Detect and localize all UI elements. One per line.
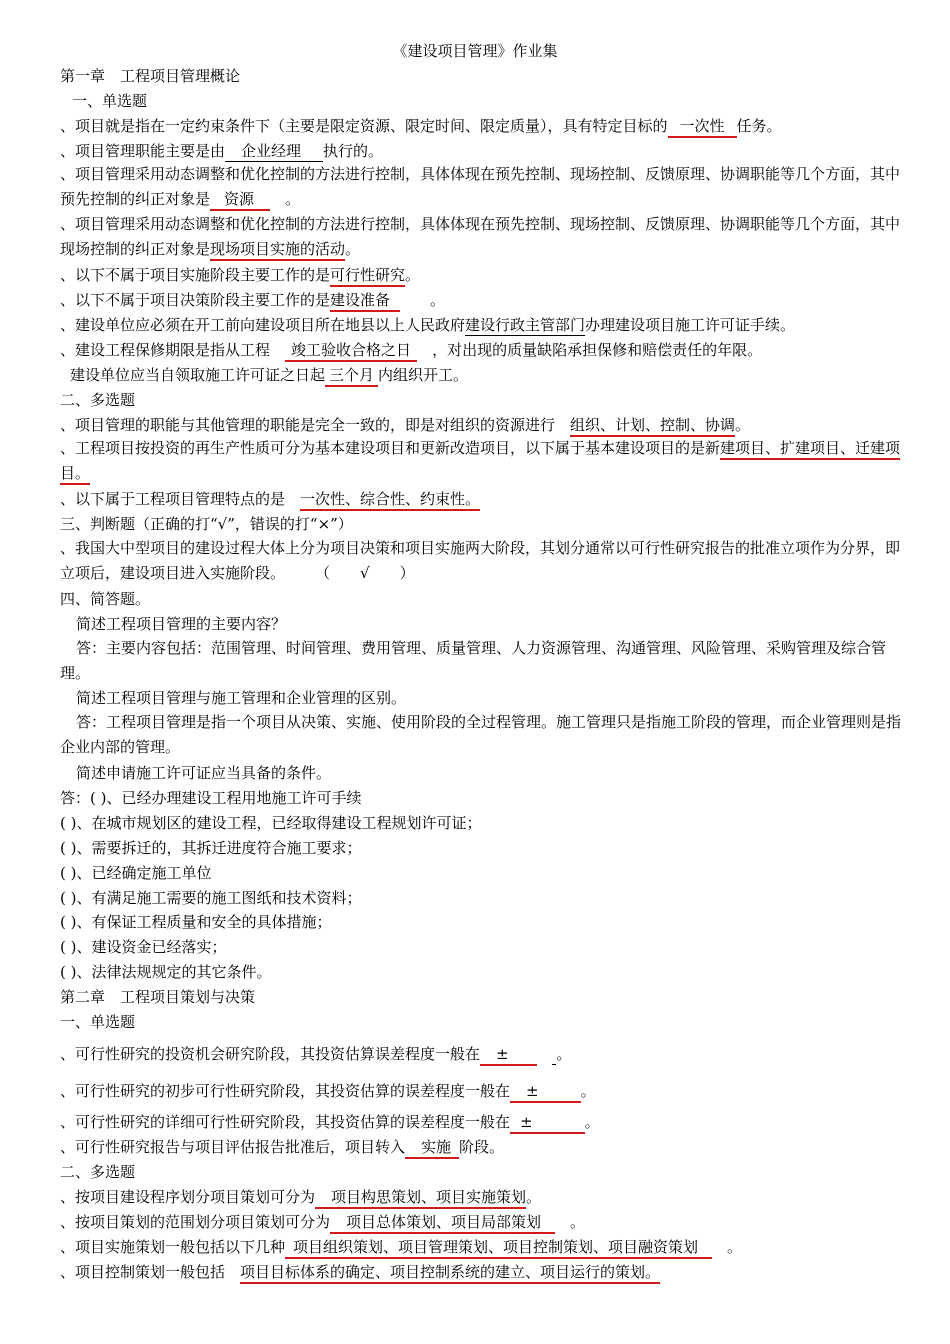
condition-item: ( )、建设资金已经落实； [60, 938, 227, 956]
question: 、可行性研究的投资机会研究阶段，其投资估算误差程度一般在 ± 。 [60, 1042, 910, 1066]
short-question: 简述申请施工许可证应当具备的条件。 [76, 764, 332, 782]
section-multiple-choice: 二、多选题 [60, 1163, 136, 1181]
answer-underline: 可行性研究 [330, 266, 405, 287]
answer-underline: 项目组织策划、项目管理策划、项目控制策划、项目融资策划 [285, 1238, 712, 1259]
answer-underline: 一次性 [668, 117, 737, 138]
question: 建设单位应当自领取施工许可证之日起 三个月 内组织开工。 [70, 363, 920, 387]
answer-underline: 现场项目实施的活动 [210, 240, 345, 261]
section-true-false: 三、判断题（正确的打“√”，错误的打“×”） [60, 515, 353, 533]
condition-item: ( )、需要拆迁的，其拆迁进度符合施工要求； [60, 839, 362, 857]
question: 、以下属于工程项目管理特点的是 一次性、综合性、约束性。 [60, 487, 910, 511]
question: 、项目管理的职能与其他管理的职能是完全一致的，即是对组织的资源进行 组织、计划、控制、协调。 [60, 413, 910, 437]
condition-item: 答：( )、已经办理建设工程用地施工许可手续 [60, 789, 362, 807]
condition-item: ( )、在城市规划区的建设工程，已经取得建设工程规划许可证； [60, 814, 482, 832]
short-answer: 答：主要内容包括：范围管理、时间管理、费用管理、质量管理、人力资源管理、沟通管理、风险管理、采购管理及综合管理。 [60, 639, 887, 682]
section-single-choice: 一、单选题 [60, 1013, 136, 1031]
section-short-answer: 四、简答题。 [60, 590, 151, 608]
answer-underline: 一次性、综合性、约束性。 [300, 490, 480, 511]
question: 、项目管理采用动态调整和优化控制的方法进行控制，具体体现在预先控制、现场控制、反馈原理、协调职能等几个方面，其中预先控制的纠正对象是 资源 。 [60, 162, 910, 212]
answer-underline: 竣工验收合格之日 [285, 341, 417, 362]
question: 、项目控制策划一般包括 项目目标体系的确定、项目控制系统的建立、项目运行的策划。 [60, 1260, 910, 1284]
condition-item: ( )、有保证工程质量和安全的具体措施； [60, 913, 332, 931]
question: 、按项目策划的范围划分项目策划可分为 项目总体策划、项目局部策划 。 [60, 1210, 910, 1234]
condition-item: ( )、有满足施工需要的施工图纸和技术资料； [60, 889, 362, 907]
question: 、可行性研究报告与项目评估报告批准后，项目转入 实施 阶段。 [60, 1135, 910, 1159]
answer-underline: 组织、计划、控制、协调 [570, 416, 735, 437]
question: 、可行性研究的初步可行性研究阶段，其投资估算的误差程度一般在 ± 。 [60, 1079, 910, 1103]
question: 、项目就是指在一定约束条件下（主要是限定资源、限定时间、限定质量），具有特定目标的 一次性 任务。 [60, 114, 910, 138]
chapter-2-heading: 第二章 工程项目策划与决策 [60, 988, 256, 1006]
answer-underline: 项目目标体系的确定、项目控制系统的建立、项目运行的策划。 [240, 1263, 660, 1284]
question: 、项目实施策划一般包括以下几种 项目组织策划、项目管理策划、项目控制策划、项目融资策划 。 [60, 1235, 910, 1259]
answer-underline: 实施 [405, 1138, 459, 1159]
short-question: 简述工程项目管理的主要内容？ [76, 615, 287, 633]
answer-underline: 企业经理 [225, 142, 323, 162]
answer-underline: 资源 [210, 190, 270, 211]
condition-item: ( )、法律法规规定的其它条件。 [60, 963, 272, 981]
question: 、建设单位应必须在开工前向建设项目所在地县以上人民政府建设行政主管部门办理建设项目施工许可证手续。 [60, 316, 796, 334]
short-question: 简述工程项目管理与施工管理和企业管理的区别。 [76, 689, 407, 707]
answer-underline: ± [510, 1113, 585, 1134]
answer-underline: 项目构思策划、项目实施策划 [315, 1188, 526, 1209]
judgement-mark: （ √ ） [322, 564, 415, 582]
question: 、按项目建设程序划分项目策划可分为 项目构思策划、项目实施策划。 [60, 1185, 910, 1209]
question: 、项目管理职能主要是由 企业经理 执行的。 [60, 142, 384, 160]
condition-item: ( )、已经确定施工单位 [60, 864, 212, 882]
short-answer: 答：工程项目管理是指一个项目从决策、实施、使用阶段的全过程管理。施工管理只是指施工阶段的管理，而企业管理则是指企业内部的管理。 [60, 713, 902, 756]
answer-underline: 建设准备 [330, 291, 400, 312]
question: 、可行性研究的详细可行性研究阶段，其投资估算的误差程度一般在 ± 。 [60, 1110, 910, 1134]
question: 、以下不属于项目决策阶段主要工作的是建设准备 。 [60, 288, 910, 312]
answer-underline: 建项目、扩建项目、迁建项目。 [60, 439, 900, 485]
question: 、建设工程保修期限是指从工程 竣工验收合格之日 ，对出现的质量缺陷承担保修和赔偿责任的年限。 [60, 338, 910, 362]
chapter-1-heading: 第一章 工程项目管理概论 [60, 67, 241, 85]
question: 、以下不属于项目实施阶段主要工作的是可行性研究。 [60, 263, 910, 287]
question: 、工程项目按投资的再生产性质可分为基本建设项目和更新改造项目，以下属于基本建设项目的是新建项目、扩建项目、迁建项目。 [60, 436, 910, 486]
section-single-choice: 一、单选题 [72, 92, 148, 110]
section-multiple-choice: 二、多选题 [60, 391, 136, 409]
answer-underline: ± [510, 1082, 581, 1103]
answer-underline: 项目总体策划、项目局部策划 [330, 1213, 555, 1234]
question: 、项目管理采用动态调整和优化控制的方法进行控制，具体体现在预先控制、现场控制、反馈原理、协调职能等几个方面，其中现场控制的纠正对象是现场项目实施的活动。 [60, 212, 910, 262]
question: 、我国大中型项目的建设过程大体上分为项目决策和项目实施两大阶段，其划分通常以可行性研究报告的批准立项作为分界，即立项后，建设项目进入实施阶段。 （ √ ） [60, 539, 901, 582]
document-title: 《建设项目管理》作业集 [392, 42, 558, 60]
answer-underline: ± [480, 1045, 537, 1066]
answer-underline: 三个月 [325, 366, 378, 387]
answer-underline: 建设行政主管部门 [465, 316, 586, 334]
